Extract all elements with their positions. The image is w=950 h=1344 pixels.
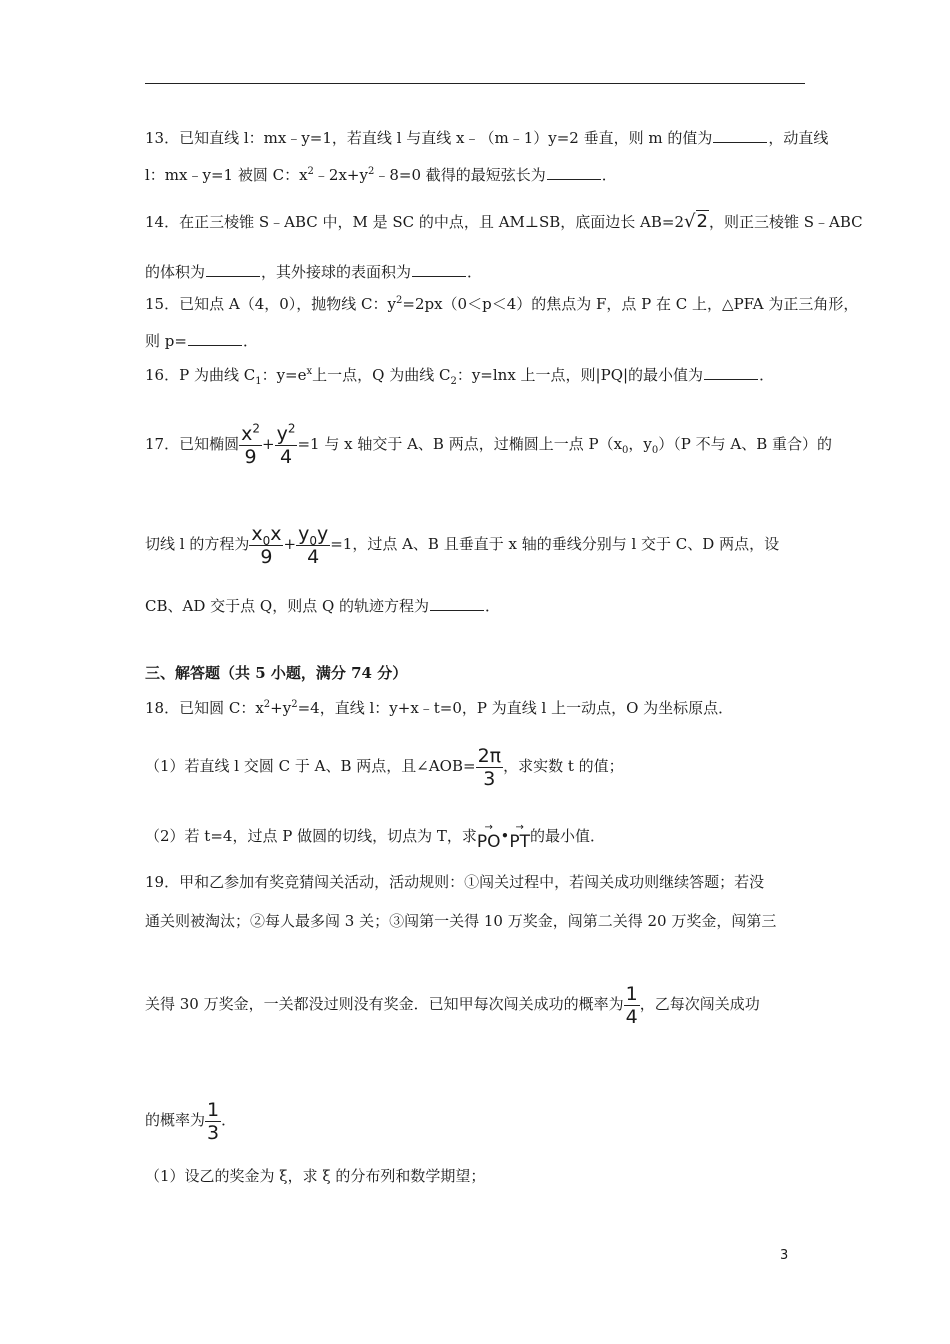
problem-19-line-1: 19．甲和乙参加有奖竞猜闯关活动，活动规则：①闯关过程中，若闯关成功则继续答题；若没: [145, 873, 765, 891]
problem-17-line-3: [145, 596, 500, 616]
problem-18-question-2: [145, 824, 605, 852]
fraction-numerator: [296, 523, 330, 546]
problem-13-line-2: [145, 165, 617, 185]
fraction-denominator: 4: [279, 445, 293, 468]
problem-13-text: ﹣2x+y: [313, 166, 368, 184]
exponent: 2: [307, 166, 314, 177]
sqrt-symbol: √: [684, 211, 696, 232]
subscript: 0: [309, 533, 317, 548]
fraction-denominator: 4: [307, 545, 320, 568]
problem-15-text: =2px（0＜p＜4）的焦点为 F，点 P 在 C 上，△PFA 为正三角形，: [402, 295, 859, 313]
exponent: 2: [291, 699, 298, 710]
problem-18-text: +y: [270, 699, 292, 717]
problem-18-question-1: [145, 742, 624, 790]
problem-15-text: 15．已知点 A（4，0），抛物线 C：y: [145, 295, 396, 313]
plus-sign: +: [261, 435, 275, 453]
problem-16-text: ：y=e: [261, 366, 307, 384]
problem-17-line-1: [145, 420, 832, 468]
fraction-denominator: 4: [625, 1005, 638, 1028]
subscript: 0: [622, 445, 629, 456]
fraction-x0x-over-9: [249, 523, 283, 568]
sqrt-radicand: 2: [696, 211, 708, 232]
numerator-text: x: [241, 422, 253, 445]
problem-18-text: （2）若 t=4，过点 P 做圆的切线，切点为 T，求: [145, 827, 477, 845]
fraction-denominator: 3: [483, 767, 496, 790]
problem-19-text: 的概率为: [145, 1111, 206, 1129]
numerator-text: y: [276, 422, 288, 445]
sqrt-expression: [684, 210, 709, 232]
numerator-text: x: [251, 522, 263, 545]
problem-15-text: ．: [242, 332, 258, 350]
fraction-y2-over-4: [275, 423, 298, 468]
problem-16-text: ．: [759, 366, 775, 384]
fraction-numerator: 1: [625, 982, 638, 1005]
vector-label: PO: [476, 832, 501, 852]
fraction-numerator: 2π: [477, 744, 502, 767]
problem-14-line-2: [145, 262, 482, 282]
problem-17-text: ，y: [628, 435, 652, 453]
subscript: 2: [450, 376, 457, 387]
problem-19-text: 关得 30 万奖金，一关都没过则没有奖金．已知甲每次闯关成功的概率为: [145, 995, 624, 1013]
vector-label: PT: [509, 832, 530, 852]
answer-blank: [713, 128, 767, 143]
fraction-2pi-over-3: [476, 745, 504, 790]
problem-17-text: CB、AD 交于点 Q，则点 Q 的轨迹方程为: [145, 597, 430, 615]
answer-blank: [188, 331, 242, 346]
vector-arrow: →: [515, 822, 524, 833]
problem-13-text: 13．已知直线 l：mx﹣y=1，若直线 l 与直线 x﹣（m﹣1）y=2 垂直，则 m 的值为: [145, 129, 713, 147]
fraction-numerator: [275, 423, 298, 446]
problem-14-text: ，其外接球的表面积为: [261, 263, 412, 281]
problem-19-text: ．: [221, 1111, 237, 1129]
answer-blank: [704, 365, 758, 380]
problem-17-text: 切线 l 的方程为: [145, 535, 250, 553]
problem-17-text: =1，过点 A、B 且垂直于 x 轴的垂线分别与 l 交于 C、D 两点，设: [330, 535, 780, 553]
problem-14-text: ，则正三棱锥 S﹣ABC: [708, 213, 863, 231]
problem-17-line-2: [145, 520, 779, 568]
dot-product-symbol: •: [500, 827, 510, 845]
numerator-text: y: [298, 522, 310, 545]
exponent: 2: [287, 421, 296, 436]
answer-blank: [430, 596, 484, 611]
problem-15-text: 则 p=: [145, 332, 187, 350]
section-heading: 三、解答题（共 5 小题，满分 74 分）: [145, 664, 408, 682]
problem-16-text: ：y=lnx 上一点，则|PQ|的最小值为: [456, 366, 704, 384]
vector-po: [477, 824, 501, 852]
problem-13-text: ﹣8=0 截得的最短弦长为: [374, 166, 546, 184]
answer-blank: [412, 262, 466, 277]
problem-18-text: （1）若直线 l 交圆 C 于 A、B 两点，且∠AOB=: [145, 757, 476, 775]
fraction-denominator: 9: [260, 545, 273, 568]
problem-17-text: =1 与 x 轴交于 A、B 两点，过椭圆上一点 P（x: [297, 435, 623, 453]
exponent: x: [306, 366, 313, 377]
problem-19-question-1: （1）设乙的奖金为 ξ，求 ξ 的分布列和数学期望；: [145, 1167, 486, 1185]
problem-17-text: 17．已知椭圆: [145, 435, 240, 453]
answer-blank: [206, 262, 260, 277]
answer-blank: [547, 165, 601, 180]
problem-15-line-1: [145, 294, 858, 314]
fraction-denominator: 3: [207, 1121, 220, 1144]
problem-18-text: =4，直线 l：y+x﹣t=0，P 为直线 l 上一动点，O 为坐标原点．: [297, 699, 734, 717]
problem-18-line-1: [145, 698, 733, 718]
exponent: 2: [252, 421, 260, 436]
problem-13-text: l：mx﹣y=1 被圆 C：x: [145, 166, 308, 184]
numerator-text: x: [270, 522, 282, 545]
fraction-denominator: 9: [244, 445, 257, 468]
problem-18-text: 18．已知圆 C：x: [145, 699, 264, 717]
problem-18-text: ，求实数 t 的值；: [503, 757, 624, 775]
header-rule: [145, 83, 805, 84]
problem-17-text: ）（P 不与 A、B 重合）的: [658, 435, 833, 453]
subscript: 1: [255, 376, 262, 387]
problem-15-line-2: [145, 331, 258, 351]
plus-sign: +: [283, 535, 297, 553]
subscript: 0: [651, 445, 659, 456]
fraction-y0y-over-4: [296, 523, 330, 568]
problem-14-text: 的体积为: [145, 263, 206, 281]
problem-14-text: ．: [467, 263, 483, 281]
fraction-numerator: 1: [207, 1098, 220, 1121]
vector-pt: [509, 824, 530, 852]
problem-13-text: ，动直线: [768, 129, 829, 147]
problem-19-text: ，乙每次闯关成功: [639, 995, 760, 1013]
problem-19-line-4: [145, 1096, 236, 1144]
fraction-1-over-4: [624, 983, 640, 1028]
problem-13-line-1: [145, 128, 828, 148]
subscript: 0: [262, 533, 271, 548]
exponent: 2: [367, 166, 375, 177]
exponent: 2: [396, 295, 403, 306]
problem-13-text: ．: [601, 166, 617, 184]
problem-19-line-2: 通关则被淘汰；②每人最多闯 3 关；③闯第一关得 10 万奖金，闯第二关得 20 万奖金，闯第三: [145, 912, 777, 930]
fraction-numerator: [249, 523, 283, 546]
numerator-text: y: [316, 522, 329, 545]
fraction-numerator: [239, 423, 262, 446]
problem-19-line-3: [145, 980, 760, 1028]
problem-16-line: [145, 365, 774, 385]
vector-arrow: →: [484, 822, 493, 833]
problem-16-text: 上一点，Q 为曲线 C: [312, 366, 451, 384]
problem-18-text: 的最小值．: [530, 827, 606, 845]
page-number: 3: [780, 1248, 789, 1263]
fraction-x2-over-9: [239, 423, 262, 468]
problem-14-text: 14．在正三棱锥 S﹣ABC 中，M 是 SC 的中点，且 AM⊥SB，底面边长 AB=2: [145, 213, 685, 231]
problem-14-line-1: [145, 212, 863, 232]
exponent: 2: [263, 699, 271, 710]
problem-16-text: 16．P 为曲线 C: [145, 366, 256, 384]
problem-17-text: ．: [485, 597, 501, 615]
fraction-1-over-3: [205, 1099, 221, 1144]
